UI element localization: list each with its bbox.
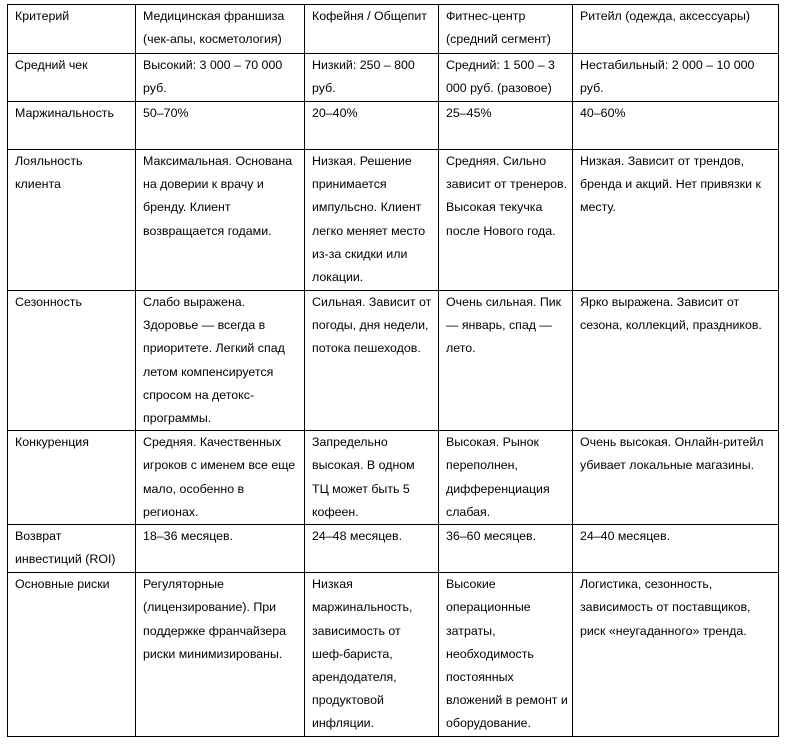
criterion-cell: Средний чек xyxy=(8,54,136,102)
table-cell: 50–70% xyxy=(136,102,305,150)
table-cell: Нестабильный: 2 000 – 10 000 руб. xyxy=(573,54,779,102)
header-cell-coffee: Кофейня / Общепит xyxy=(305,5,439,54)
table-header-row xyxy=(8,5,779,54)
table-cell: Низкая маржинальность, зависимость от шеф-бариста, арендодателя, продуктовой инфляции. xyxy=(305,573,439,736)
table-cell: 24–40 месяцев. xyxy=(573,525,779,573)
table-cell: Низкая. Решение принимается импульсно. Клиент легко меняет место из-за скидки или локации. xyxy=(305,150,439,291)
criterion-cell: Лояльность клиента xyxy=(8,150,136,291)
criterion-cell: Возврат инвестиций (ROI) xyxy=(8,525,136,573)
table-cell: Логистика, сезонность, зависимость от поставщиков, риск «неугаданного» тренда. xyxy=(573,573,779,736)
table-cell: 40–60% xyxy=(573,102,779,150)
table-cell: Очень высокая. Онлайн-ритейл убивает локальные магазины. xyxy=(573,431,779,525)
table-cell: Высокая. Рынок переполнен, дифференциация слабая. xyxy=(439,431,573,525)
table-cell: 18–36 месяцев. xyxy=(136,525,305,573)
table-cell: 24–48 месяцев. xyxy=(305,525,439,573)
header-cell-medical: Медицинская франшиза (чек-апы, косметология) xyxy=(136,5,305,54)
header-cell-criterion: Критерий xyxy=(8,5,136,54)
table-cell: Высокие операционные затраты, необходимость постоянных вложений в ремонт и оборудование. xyxy=(439,573,573,736)
table-row xyxy=(8,525,779,573)
table-cell: Высокий: 3 000 – 70 000 руб. xyxy=(136,54,305,102)
table-cell: 20–40% xyxy=(305,102,439,150)
table-cell: Сильная. Зависит от погоды, дня недели, потока пешеходов. xyxy=(305,291,439,431)
table-cell: Запредельно высокая. В одном ТЦ может быть 5 кофеен. xyxy=(305,431,439,525)
table-cell: Слабо выражена. Здоровье — всегда в приоритете. Легкий спад летом компенсируется спросом на детокс-программы. xyxy=(136,291,305,431)
table-cell: Регуляторные (лицензирование). При поддержке франчайзера риски минимизированы. xyxy=(136,573,305,736)
header-cell-retail: Ритейл (одежда, аксессуары) xyxy=(573,5,779,54)
table-cell: Средняя. Сильно зависит от тренеров. Высокая текучка после Нового года. xyxy=(439,150,573,291)
criterion-cell: Конкуренция xyxy=(8,431,136,525)
table-cell: Очень сильная. Пик — январь, спад — лето. xyxy=(439,291,573,431)
table-row xyxy=(8,150,779,291)
criterion-cell: Маржинальность xyxy=(8,102,136,150)
table-cell: Средний: 1 500 – 3 000 руб. (разовое) xyxy=(439,54,573,102)
table-row xyxy=(8,102,779,150)
table-cell: Низкая. Зависит от трендов, бренда и акций. Нет привязки к месту. xyxy=(573,150,779,291)
table-cell: Низкий: 250 – 800 руб. xyxy=(305,54,439,102)
table-cell: 36–60 месяцев. xyxy=(439,525,573,573)
table-row xyxy=(8,431,779,525)
table-row xyxy=(8,573,779,736)
criterion-cell: Сезонность xyxy=(8,291,136,431)
comparison-table xyxy=(7,4,779,737)
table-cell: Максимальная. Основана на доверии к врачу и бренду. Клиент возвращается годами. xyxy=(136,150,305,291)
document-page xyxy=(7,4,779,737)
table-cell: 25–45% xyxy=(439,102,573,150)
table-row xyxy=(8,54,779,102)
criterion-cell: Основные риски xyxy=(8,573,136,736)
header-cell-fitness: Фитнес-центр (средний сегмент) xyxy=(439,5,573,54)
table-cell: Ярко выражена. Зависит от сезона, коллекций, праздников. xyxy=(573,291,779,431)
table-cell: Средняя. Качественных игроков с именем все еще мало, особенно в регионах. xyxy=(136,431,305,525)
table-row xyxy=(8,291,779,431)
